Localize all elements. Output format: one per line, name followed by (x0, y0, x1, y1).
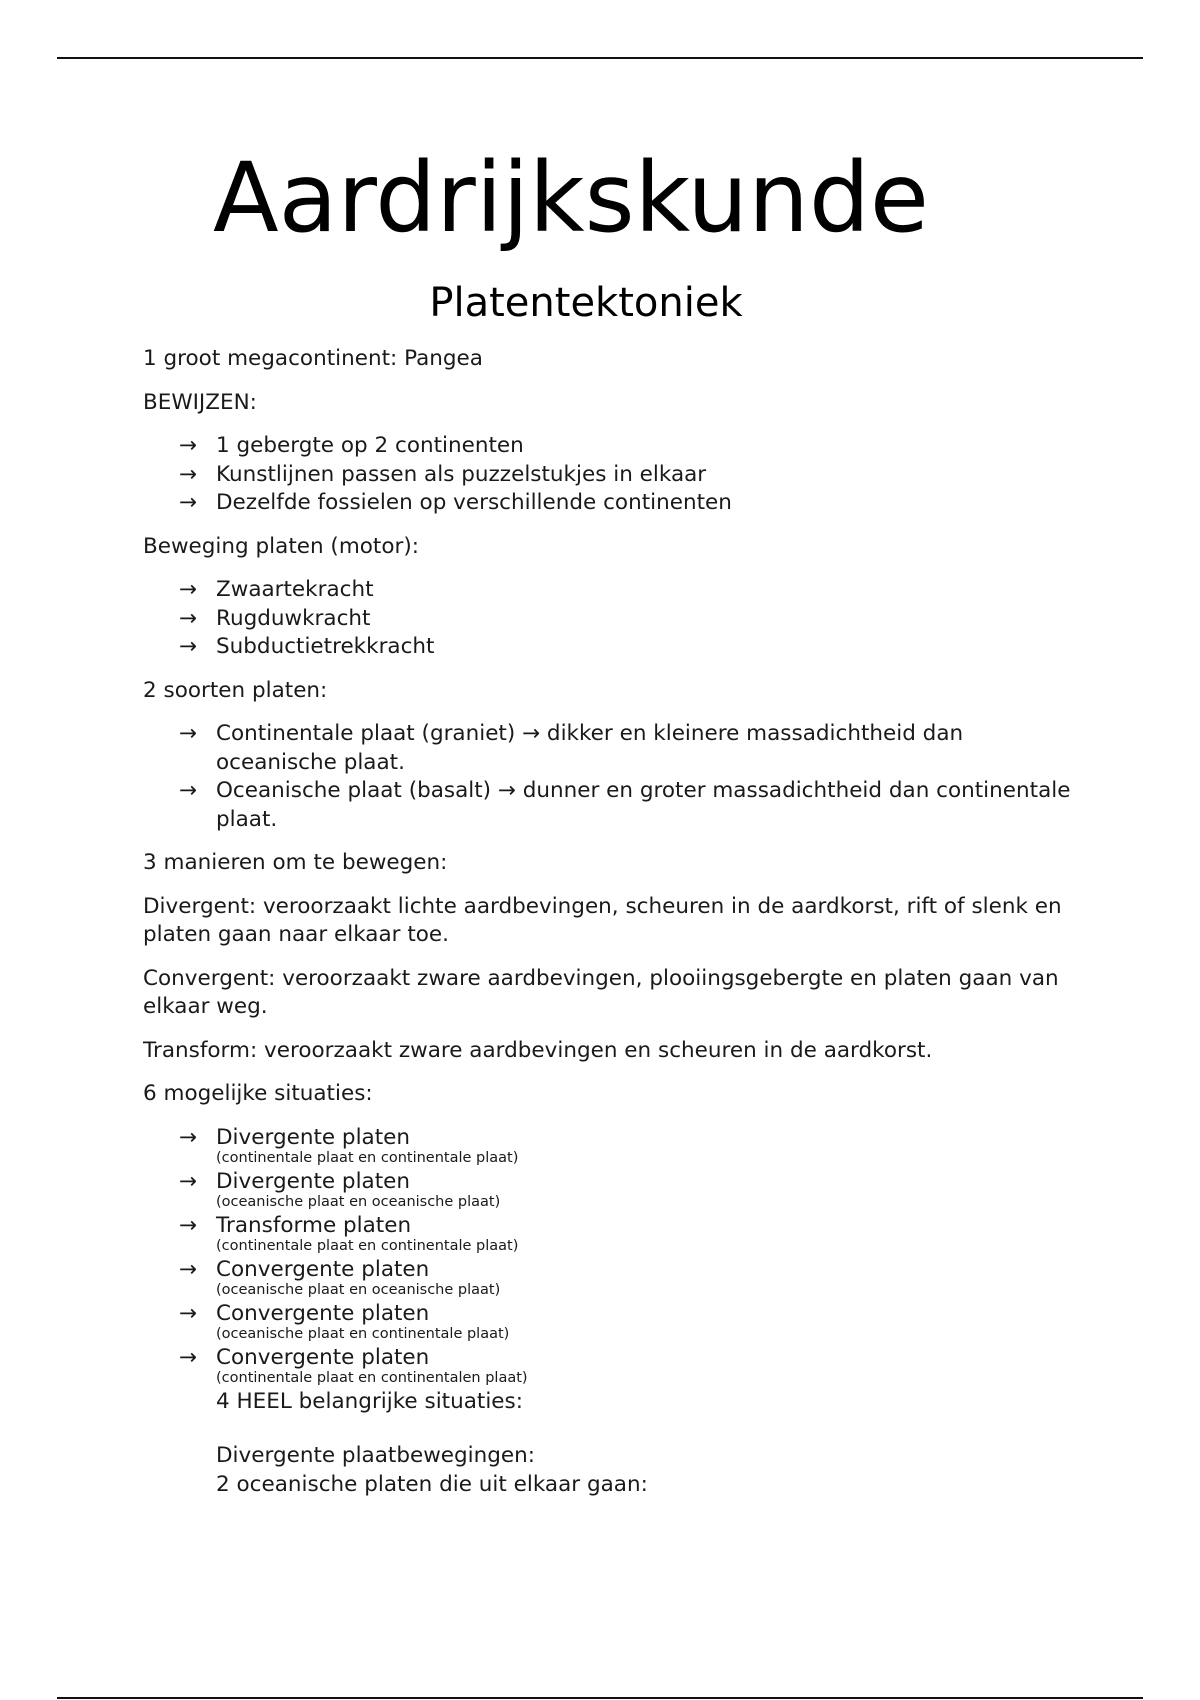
belangrijk-subheading: Divergente plaatbewegingen: (216, 1443, 536, 1468)
list-item: → Subductietrekkracht (143, 633, 1083, 662)
arrow-icon: → (179, 1212, 198, 1238)
page-subtitle: Platentektoniek (429, 280, 743, 326)
page-title: Aardrijkskunde (213, 142, 929, 254)
beweging-list (143, 576, 1083, 662)
list-item: → 1 gebergte op 2 continenten (143, 432, 1083, 461)
arrow-icon: → (179, 778, 198, 803)
bottom-rule (57, 1697, 1143, 1699)
arrow-icon: → (179, 1256, 198, 1282)
arrow-icon: → (179, 577, 198, 602)
bewijzen-list (143, 432, 1083, 518)
list-item: → Zwaartekracht (143, 576, 1083, 605)
arrow-icon: → (179, 461, 198, 487)
situaties-heading: 6 mogelijke situaties: (143, 1081, 373, 1106)
soorten-list (143, 720, 1083, 834)
situation-detail: (oceanische plaat en continentale plaat) (216, 1325, 510, 1342)
arrow-icon: → (179, 1124, 198, 1150)
list-item: → Transforme platen (continentale plaat en continentale plaat) (143, 1212, 1083, 1256)
list-item: → Oceanische plaat (basalt) → dunner en groter massadichtheid dan continentale plaat. (179, 778, 1071, 832)
list-item: → Convergente platen (oceanische plaat en continentale plaat) (143, 1300, 1083, 1344)
beweging-heading: Beweging platen (motor): (143, 533, 419, 559)
top-rule (57, 57, 1143, 59)
arrow-icon: → (179, 433, 198, 458)
situation-detail: (continentale plaat en continentale plaat) (216, 1237, 519, 1254)
arrow-icon: → (179, 490, 198, 515)
arrow-icon: → (179, 1300, 198, 1326)
list-item: → Divergente platen (oceanische plaat en oceanische plaat) (143, 1168, 1083, 1212)
bewijzen-heading: BEWIJZEN: (143, 389, 257, 415)
situation-detail: (oceanische plaat en oceanische plaat) (216, 1281, 501, 1298)
situation-detail: (continentale plaat en continentalen plaat) (216, 1369, 528, 1386)
divergent-paragraph: Divergent: veroorzaakt lichte aardbevingen, scheuren in de aardkorst, rift of slenk en platen gaan naar elkaar toe. (143, 893, 1062, 947)
list-item: → Kunstlijnen passen als puzzelstukjes in elkaar (143, 461, 1083, 490)
arrow-icon: → (179, 634, 198, 659)
situation-detail: (continentale plaat en continentale plaat) (216, 1149, 519, 1166)
list-item: → Divergente platen (continentale plaat en continentale plaat) (143, 1124, 1083, 1168)
list-item: → Rugduwkracht (143, 605, 1083, 634)
situaties-list (143, 1124, 1083, 1388)
arrow-icon: → (179, 1168, 198, 1194)
soorten-heading: 2 soorten platen: (143, 677, 328, 703)
intro-line: 1 groot megacontinent: Pangea (143, 346, 483, 371)
convergent-paragraph: Convergent: veroorzaakt zware aardbevingen, plooiingsgebergte en platen gaan van elkaar weg. (143, 965, 1059, 1019)
belangrijk-line: 2 oceanische platen die uit elkaar gaan: (216, 1471, 648, 1497)
arrow-icon: → (179, 605, 198, 631)
belangrijk-heading: 4 HEEL belangrijke situaties: (216, 1388, 523, 1414)
arrow-icon: → (179, 1344, 198, 1370)
document-body (143, 345, 1083, 1499)
arrow-icon: → (179, 721, 198, 746)
manieren-heading: 3 manieren om te bewegen: (143, 850, 448, 875)
list-item: → Dezelfde fossielen op verschillende continenten (143, 489, 1083, 518)
belangrijk-block (143, 1388, 1083, 1500)
list-item: → Convergente platen (continentale plaat en continentalen plaat) (143, 1344, 1083, 1388)
list-item: → Convergente platen (oceanische plaat en oceanische plaat) (143, 1256, 1083, 1300)
list-item: → Continentale plaat (graniet) → dikker en kleinere massadichtheid dan oceanische plaat. (179, 721, 964, 775)
transform-paragraph: Transform: veroorzaakt zware aardbevingen en scheuren in de aardkorst. (143, 1037, 933, 1063)
situation-detail: (oceanische plaat en oceanische plaat) (216, 1193, 501, 1210)
